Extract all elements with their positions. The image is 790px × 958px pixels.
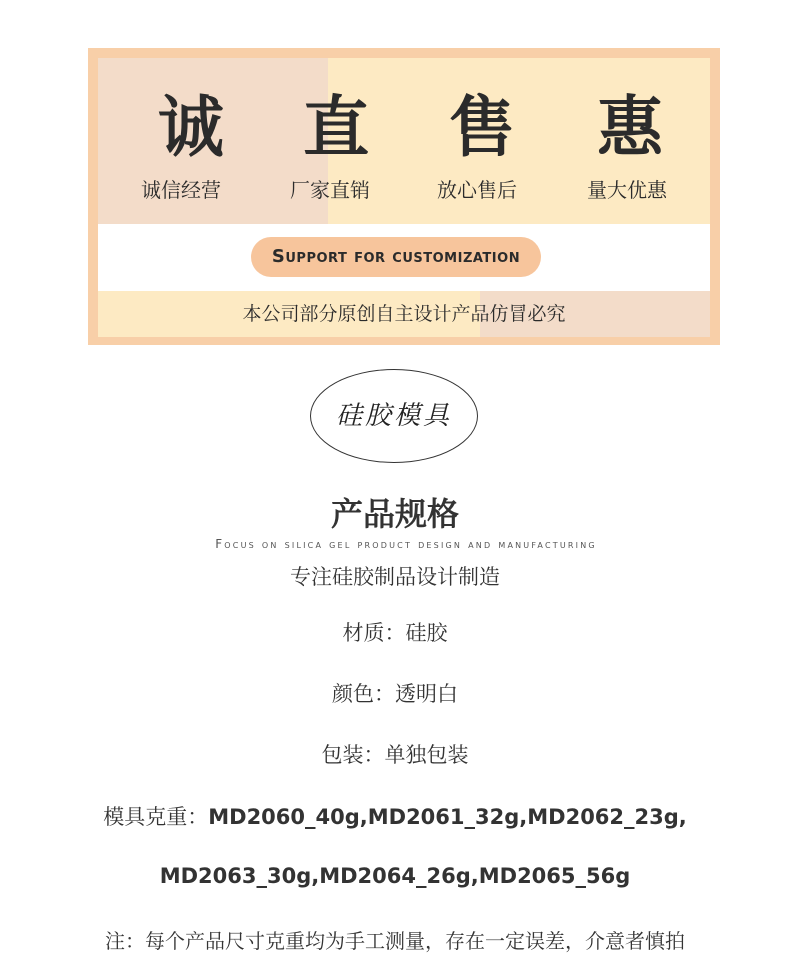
banner-bottom-strip — [98, 291, 710, 337]
spec-weight-values-2: MD2063_30g,MD2064_26g,MD2065_56g — [159, 864, 631, 888]
banner-middle-strip — [98, 224, 710, 291]
slogan-4: 量大优惠 — [587, 178, 667, 202]
tagline: 专注硅胶制品设计制造 — [290, 565, 500, 589]
banner-top-panel — [98, 58, 710, 232]
spec-weight-values-1: MD2060_40g,MD2061_32g,MD2062_23g, — [208, 805, 687, 829]
copyright-note: 本公司部分原创自主设计产品仿冒必究 — [242, 303, 566, 325]
big-char-1: 诚 — [158, 89, 224, 166]
measurement-note: 注：每个产品尺寸克重均为手工测量，存在一定误差，介意者慎拍 — [105, 929, 685, 953]
big-char-4: 惠 — [597, 89, 663, 166]
slogan-2: 厂家直销 — [290, 178, 370, 202]
spec-weight — [0, 801, 790, 831]
promo-banner — [88, 48, 720, 345]
spec-packaging: 包装：单独包装 — [321, 743, 469, 767]
slogan-3: 放心售后 — [437, 178, 517, 202]
big-char-2: 直 — [303, 89, 369, 166]
big-char-3: 售 — [449, 89, 515, 166]
customization-label: Support for customization — [271, 246, 521, 267]
spec-color: 颜色：透明白 — [332, 682, 458, 706]
slogan-1: 诚信经营 — [141, 178, 221, 202]
customization-pill — [251, 237, 541, 277]
spec-weight-label: 模具克重： — [103, 805, 209, 829]
section-title: 产品规格 — [330, 495, 459, 533]
silicone-mold-badge: 硅胶模具 — [310, 369, 478, 463]
spec-material: 材质：硅胶 — [342, 621, 448, 645]
section-subtitle: Focus on silica gel product design and manufacturing — [215, 537, 597, 551]
